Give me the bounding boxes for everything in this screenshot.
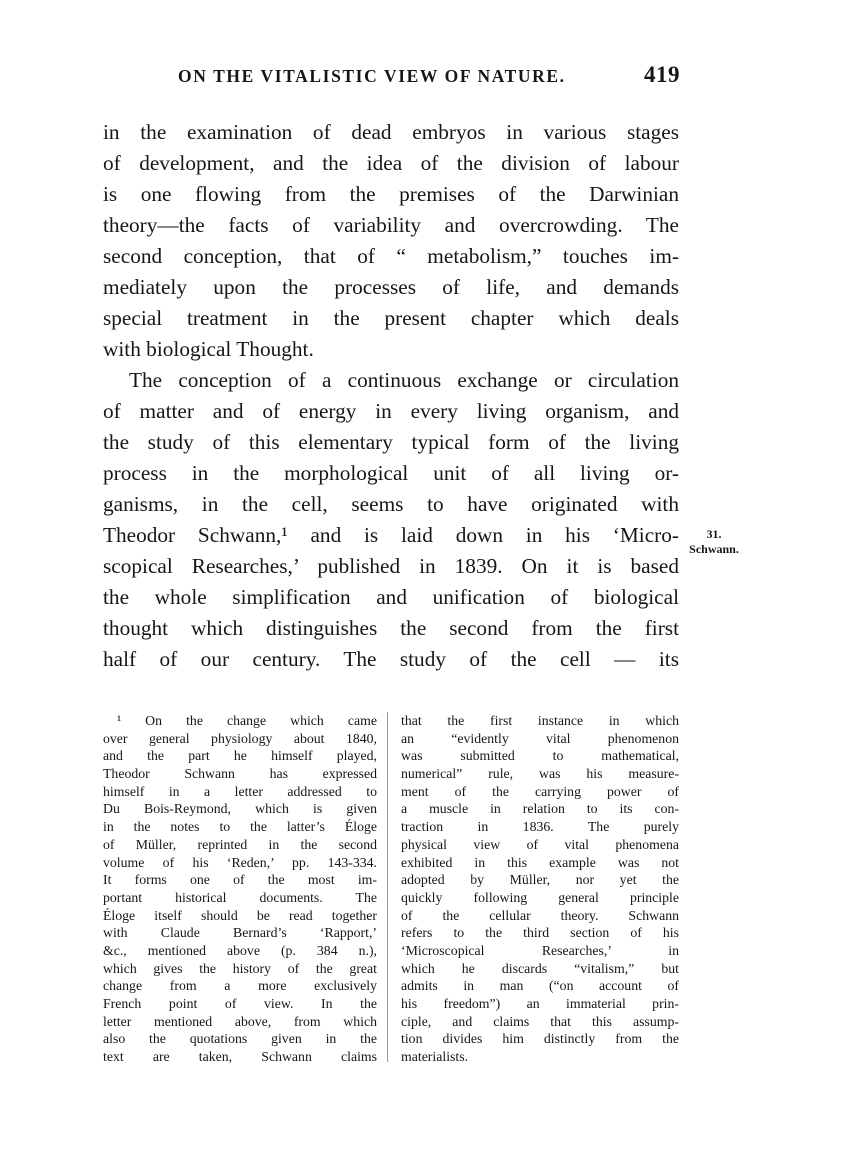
footnote-line: Éloge itself should be read together [103, 907, 377, 923]
footnote-line: of Müller, reprinted in the second [103, 836, 377, 852]
margin-note-number: 31. [706, 527, 722, 541]
page-number: 419 [644, 62, 680, 87]
body-line: Theodor Schwann,¹ and is laid down in his ‘Micro- [103, 523, 679, 547]
footnote-line: which he discards “vitalism,” but [401, 960, 679, 976]
footnote-line: ciple, and claims that this assump- [401, 1013, 679, 1029]
running-head [178, 62, 680, 94]
footnote-line: It forms one of the most im- [103, 872, 377, 888]
footnote-line: materialists. [401, 1049, 469, 1065]
body-line: in the examination of dead embryos in various stages [103, 120, 679, 144]
body-line: second conception, that of “ metabolism,” touches im- [103, 244, 679, 268]
footnote-line: Theodor Schwann has expressed [103, 766, 377, 782]
body-line: mediately upon the processes of life, and demands [103, 275, 679, 299]
footnote-line: and the part he himself played, [103, 748, 377, 764]
running-title: ON THE VITALISTIC VIEW OF NATURE. [178, 66, 566, 86]
body-line: of development, and the idea of the division of labour [103, 151, 679, 175]
footnote-line: traction in 1836. The purely [401, 819, 679, 835]
body-line: The conception of a continuous exchange or circulation [129, 368, 679, 392]
body-line: is one flowing from the premises of the Darwinian [103, 182, 679, 206]
footnote-right-column [401, 712, 679, 1066]
footnote-line: exhibited in this example was not [401, 854, 679, 870]
footnote-line: numerical” rule, was his measure- [401, 766, 679, 782]
footnote-line: himself in a letter addressed to [103, 783, 377, 799]
footnote-line: change from a more exclusively [103, 978, 377, 994]
body-line: half of our century. The study of the cell — its [103, 647, 679, 671]
body-line: of matter and of energy in every living organism, and [103, 399, 679, 423]
body-line: theory—the facts of variability and overcrowding. The [103, 213, 679, 237]
body-line: ganisms, in the cell, seems to have originated with [103, 492, 679, 516]
footnote-line: of the cellular theory. Schwann [401, 907, 679, 923]
footnote-line: volume of his ‘Reden,’ pp. 143-334. [103, 854, 377, 870]
footnote-line: adopted by Müller, nor yet the [401, 872, 679, 888]
body-line: thought which distinguishes the second from the first [103, 616, 679, 640]
footnote-line: French point of view. In the [103, 996, 377, 1011]
footnote-line: portant historical documents. The [103, 889, 377, 905]
body-line: scopical Researches,’ published in 1839. On it is based [103, 554, 679, 578]
column-divider [387, 712, 388, 1062]
footnote-line: in the notes to the latter’s Éloge [103, 819, 377, 835]
margin-note-label: Schwann. [689, 542, 739, 556]
footnote-line: also the quotations given in the [103, 1031, 377, 1047]
footnote-left-column [103, 712, 377, 1066]
footnote-line: letter mentioned above, from which [103, 1013, 377, 1029]
footnote-line: ¹ On the change which came [117, 713, 377, 728]
footnote-line: which gives the history of the great [103, 960, 377, 976]
footnote-line: an “evidently vital phenomenon [401, 730, 679, 746]
footnote-line: refers to the third section of his [401, 925, 679, 941]
body-line: process in the morphological unit of all living or- [103, 461, 679, 485]
footnote-line: Du Bois-Reymond, which is given [103, 801, 377, 817]
footnote-line: his freedom”) an immaterial prin- [401, 996, 679, 1011]
body-line: the whole simplification and unification of biological [103, 585, 679, 609]
body-line: with biological Thought. [103, 337, 314, 361]
body-line: the study of this elementary typical form of the living [103, 430, 679, 454]
footnote-line: &c., mentioned above (p. 384 n.), [103, 942, 377, 958]
footnote-line: physical view of vital phenomena [401, 836, 679, 852]
margin-note [684, 527, 744, 557]
footnote-line: was submitted to mathematical, [401, 748, 679, 764]
footnote-line: that the first instance in which [401, 713, 679, 728]
footnote-line: ment of the carrying power of [401, 783, 679, 799]
footnote-line: with Claude Bernard’s ‘Rapport,’ [103, 925, 377, 941]
footnote-line: quickly following general principle [401, 889, 679, 905]
footnote-line: a muscle in relation to its con- [401, 801, 679, 817]
footnote-line: admits in man (“on account of [401, 978, 679, 994]
footnote-line: tion divides him distinctly from the [401, 1031, 679, 1047]
footnote-line: over general physiology about 1840, [103, 730, 377, 746]
body-line: special treatment in the present chapter which deals [103, 306, 679, 330]
footnote-line: text are taken, Schwann claims [103, 1049, 377, 1065]
footnote-line: ‘Microscopical Researches,’ in [401, 942, 679, 958]
